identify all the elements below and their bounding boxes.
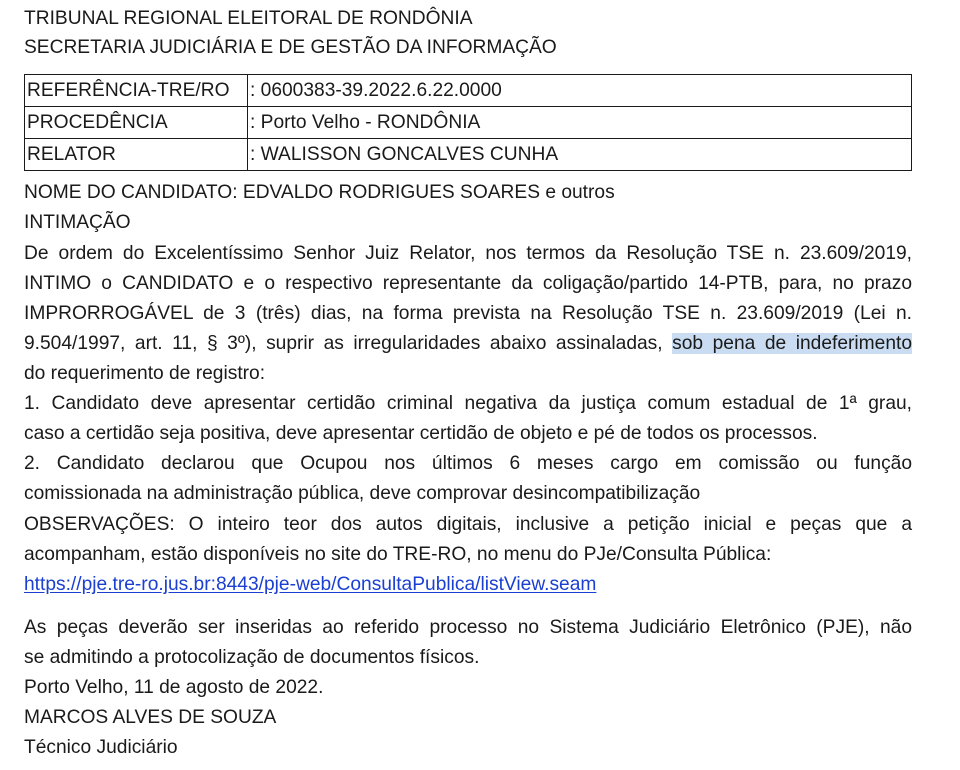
body-line: IMPRORROGÁVEL de 3 (três) dias, na forma prevista na Resolução TSE n. 23.609/2019 (Lei n. (24, 303, 912, 324)
reference-value: : 0600383-39.2022.6.22.0000 (248, 75, 912, 107)
signer-role: Técnico Judiciário (24, 737, 178, 758)
consulta-publica-link[interactable]: https://pje.tre-ro.jus.br:8443/pje-web/ConsultaPublica/listView.seam (24, 574, 597, 595)
item-line: 1. Candidato deve apresentar certidão criminal negativa da justiça comum estadual de 1ª grau, (24, 393, 912, 414)
origin-value: : Porto Velho - RONDÔNIA (248, 107, 912, 139)
highlighted-text: sob pena de indeferimento (672, 333, 912, 354)
body-line: De ordem do Excelentíssimo Senhor Juiz Relator, nos termos da Resolução TSE n. 23.609/2019, (24, 243, 912, 264)
body-line (24, 329, 912, 359)
item-line: caso a certidão seja positiva, deve apresentar certidão de objeto e pé de todos os processos. (24, 423, 818, 444)
rapporteur-label: RELATOR (25, 139, 248, 171)
department-name: SECRETARIA JUDICIÁRIA E DE GESTÃO DA INFORMAÇÃO (24, 37, 557, 58)
table-row (25, 75, 912, 107)
closing-line: As peças deverão ser inseridas ao referido processo no Sistema Judiciário Eletrônico (PJE), não (24, 617, 912, 638)
origin-label: PROCEDÊNCIA (25, 107, 248, 139)
observations-line: OBSERVAÇÕES: O inteiro teor dos autos digitais, inclusive a petição inicial e peças que a (24, 514, 912, 535)
document-type: INTIMAÇÃO (24, 212, 131, 233)
place-date: Porto Velho, 11 de agosto de 2022. (24, 677, 324, 698)
body-line: do requerimento de registro: (24, 363, 266, 384)
reference-table (24, 74, 912, 171)
observations-line: acompanham, estão disponíveis no site do TRE-RO, no menu do PJe/Consulta Pública: (24, 544, 772, 565)
candidate-name-line: NOME DO CANDIDATO: EDVALDO RODRIGUES SOARES e outros (24, 182, 615, 203)
rapporteur-value: : WALISSON GONCALVES CUNHA (248, 139, 912, 171)
table-row (25, 139, 912, 171)
body-line: INTIMO o CANDIDATO e o respectivo representante da coligação/partido 14-PTB, para, no prazo (24, 273, 912, 294)
signer-name: MARCOS ALVES DE SOUZA (24, 707, 277, 728)
court-name: TRIBUNAL REGIONAL ELEITORAL DE RONDÔNIA (24, 8, 473, 29)
link-line (24, 570, 912, 600)
item-line: 2. Candidato declarou que Ocupou nos últimos 6 meses cargo em comissão ou função (24, 453, 912, 474)
body-text: 9.504/1997, art. 11, § 3º), suprir as irregularidades abaixo assinaladas, (24, 333, 663, 354)
closing-line: se admitindo a protocolização de documentos físicos. (24, 647, 480, 668)
reference-label: REFERÊNCIA-TRE/RO (25, 75, 248, 107)
table-row (25, 107, 912, 139)
item-line: comissionada na administração pública, deve comprovar desincompatibilização (24, 483, 701, 504)
